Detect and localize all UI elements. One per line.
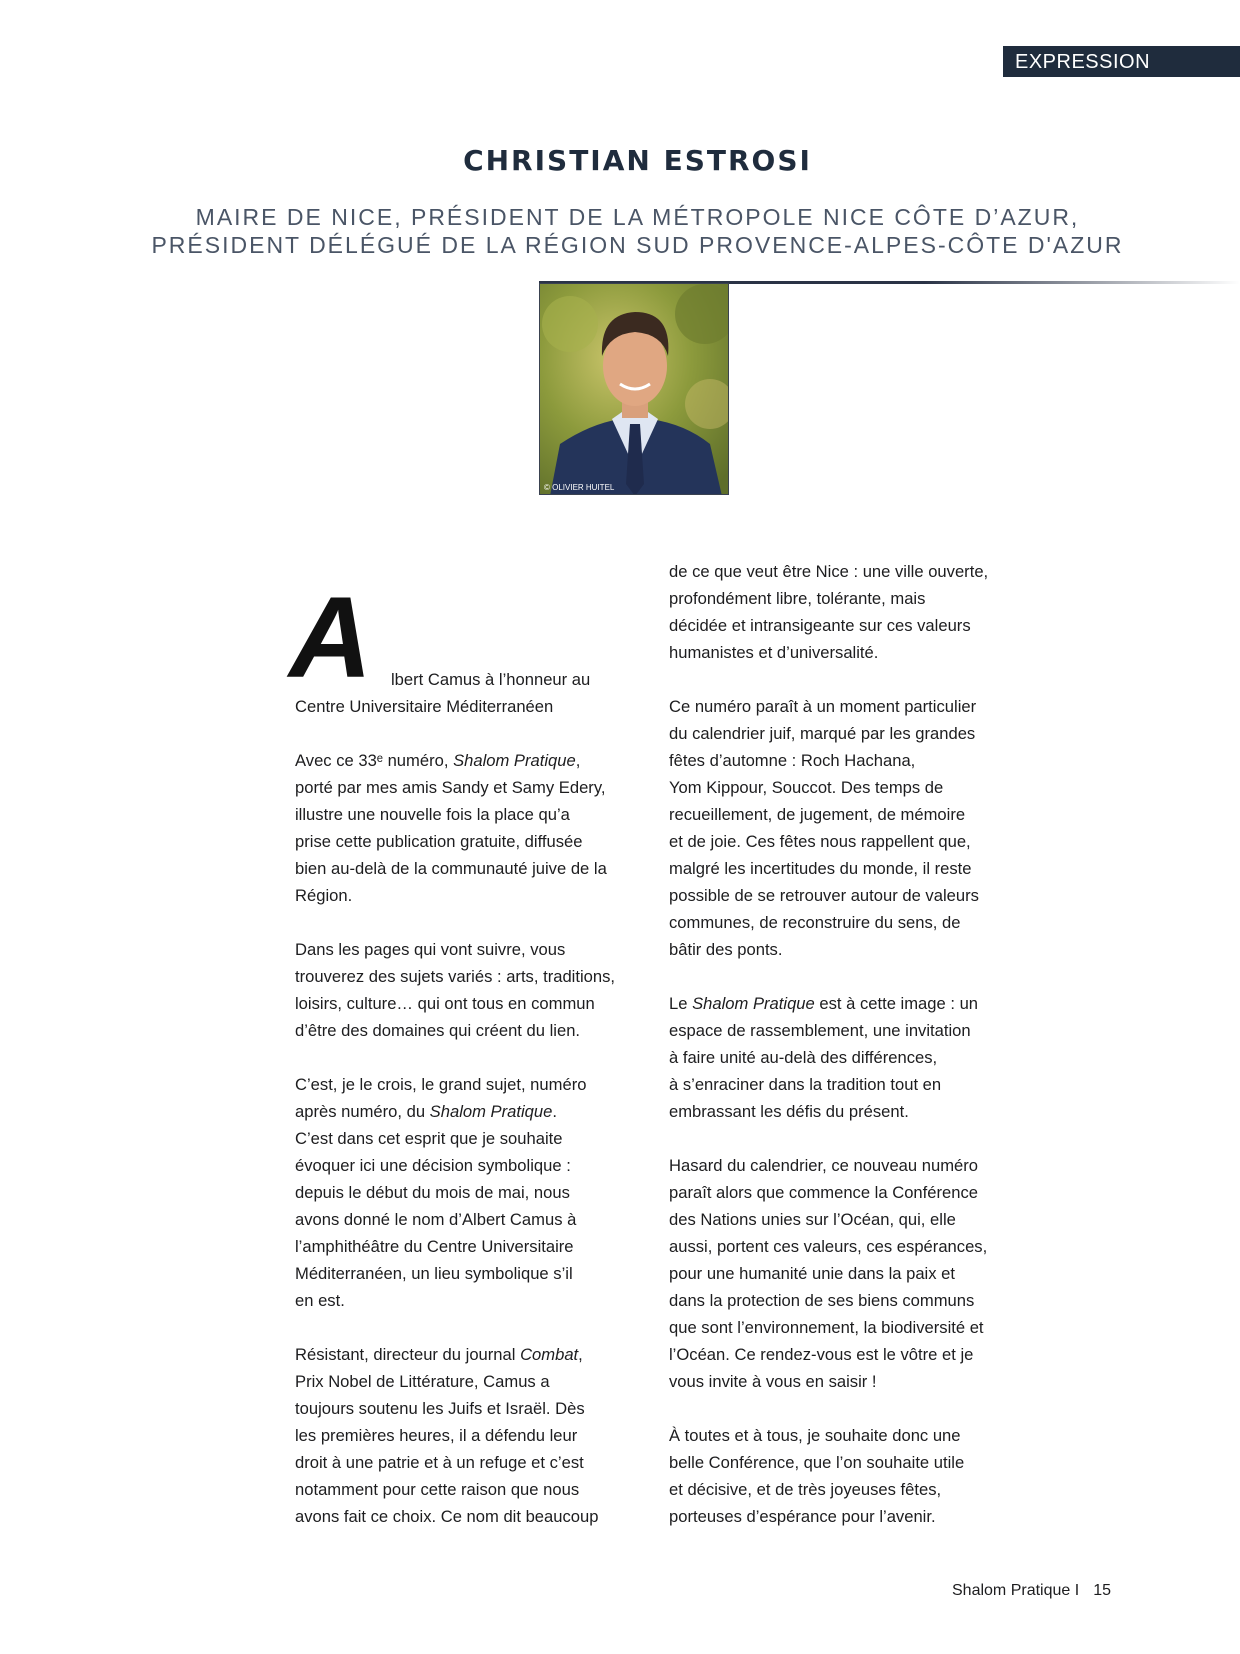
text-line: embrassant les défis du présent. <box>669 1102 909 1121</box>
text-line: Hasard du calendrier, ce nouveau numéro <box>669 1156 979 1175</box>
paragraph <box>669 990 1019 1125</box>
section-tag: EXPRESSION <box>1003 46 1240 77</box>
text-line: Yom Kippour, Souccot. Des temps de <box>669 778 944 797</box>
photo-credit: © OLIVIER HUITEL <box>544 483 615 492</box>
text-line: à faire unité au-delà des différences, <box>669 1048 938 1067</box>
text-line: avons donné le nom d’Albert Camus à <box>295 1210 577 1229</box>
author-portrait <box>539 283 729 495</box>
paragraph <box>295 1071 645 1314</box>
author-title <box>0 203 1240 259</box>
page-footer <box>952 1582 1111 1600</box>
text-line: et décisive, et de très joyeuses fêtes, <box>669 1480 942 1499</box>
paragraph <box>295 1341 645 1530</box>
text-line: humanistes et d’universalité. <box>669 643 879 662</box>
text-line: porté par mes amis Sandy et Samy Edery, <box>295 778 606 797</box>
author-name: CHRISTIAN ESTROSI <box>463 144 812 177</box>
author-title-line-1: MAIRE DE NICE, PRÉSIDENT DE LA MÉTROPOLE NICE CÔTE D’AZUR, <box>195 204 1080 230</box>
text-line: pour une humanité unie dans la paix et <box>669 1264 955 1283</box>
text-line: notamment pour cette raison que nous <box>295 1480 580 1499</box>
paragraph <box>669 1422 1019 1530</box>
text-line: vous invite à vous en saisir ! <box>669 1372 877 1391</box>
text-line: prise cette publication gratuite, diffusée <box>295 832 583 851</box>
text-line: toujours soutenu les Juifs et Israël. Dès <box>295 1399 585 1418</box>
text-line: Avec ce 33ᵉ numéro, Shalom Pratique, <box>295 751 581 770</box>
text-line: à s’enraciner dans la tradition tout en <box>669 1075 942 1094</box>
article-column-right <box>669 558 1019 1557</box>
author-title-line-2: PRÉSIDENT DÉLÉGUÉ DE LA RÉGION SUD PROVENCE-ALPES-CÔTE D'AZUR <box>151 232 1124 258</box>
text-line: évoquer ici une décision symbolique : <box>295 1156 571 1175</box>
text-line: C’est dans cet esprit que je souhaite <box>295 1129 563 1148</box>
text-line: aussi, portent ces valeurs, ces espérances, <box>669 1237 988 1256</box>
text-line: avons fait ce choix. Ce nom dit beaucoup <box>295 1507 599 1526</box>
text-line: bien au-delà de la communauté juive de la <box>295 859 607 878</box>
text-line: trouverez des sujets variés : arts, traditions, <box>295 967 616 986</box>
text-line: possible de se retrouver autour de valeurs <box>669 886 979 905</box>
text-line: profondément libre, tolérante, mais <box>669 589 926 608</box>
text-line: Région. <box>295 886 353 905</box>
text-line: communes, de reconstruire du sens, de <box>669 913 961 932</box>
paragraph <box>295 666 645 720</box>
paragraph <box>669 693 1019 963</box>
text-line: belle Conférence, que l’on souhaite utile <box>669 1453 965 1472</box>
text-line: depuis le début du mois de mai, nous <box>295 1183 570 1202</box>
text-line: Centre Universitaire Méditerranéen <box>295 697 554 716</box>
text-line: Ce numéro paraît à un moment particulier <box>669 697 977 716</box>
text-line: C’est, je le crois, le grand sujet, numéro <box>295 1075 587 1094</box>
text-line: et de joie. Ces fêtes nous rappellent que, <box>669 832 971 851</box>
text-line: À toutes et à tous, je souhaite donc une <box>669 1426 961 1445</box>
article-column-left <box>295 558 645 1557</box>
text-line: d’être des domaines qui créent du lien. <box>295 1021 581 1040</box>
text-line: porteuses d’espérance pour l’avenir. <box>669 1507 936 1526</box>
paragraph <box>295 747 645 909</box>
text-line: décidée et intransigeante sur ces valeurs <box>669 616 971 635</box>
portrait-illustration <box>540 284 729 495</box>
text-line: fêtes d’automne : Roch Hachana, <box>669 751 916 770</box>
text-line: que sont l’environnement, la biodiversité et <box>669 1318 984 1337</box>
text-line: des Nations unies sur l’Océan, qui, elle <box>669 1210 956 1229</box>
paragraph <box>669 558 1019 666</box>
paragraph <box>669 1152 1019 1395</box>
text-line: Méditerranéen, un lieu symbolique s’il <box>295 1264 573 1283</box>
text-line: illustre une nouvelle fois la place qu’a <box>295 805 570 824</box>
text-line: l’amphithéâtre du Centre Universitaire <box>295 1237 574 1256</box>
text-line: Dans les pages qui vont suivre, vous <box>295 940 566 959</box>
text-line: espace de rassemblement, une invitation <box>669 1021 971 1040</box>
text-line: les premières heures, il a défendu leur <box>295 1426 578 1445</box>
text-line: loisirs, culture… qui ont tous en commun <box>295 994 595 1013</box>
text-line: Prix Nobel de Littérature, Camus a <box>295 1372 550 1391</box>
text-line: droit à une patrie et à un refuge et c’est <box>295 1453 584 1472</box>
text-line: Le Shalom Pratique est à cette image : un <box>669 994 979 1013</box>
page-number: 15 <box>1093 1582 1111 1599</box>
text-line: Résistant, directeur du journal Combat, <box>295 1345 583 1364</box>
text-line: dans la protection de ses biens communs <box>669 1291 975 1310</box>
drop-cap: A <box>289 574 373 702</box>
text-line: recueillement, de jugement, de mémoire <box>669 805 966 824</box>
text-line: de ce que veut être Nice : une ville ouverte, <box>669 562 989 581</box>
text-line: après numéro, du Shalom Pratique. <box>295 1102 557 1121</box>
text-line: lbert Camus à l’honneur au <box>391 670 591 689</box>
text-line: bâtir des ponts. <box>669 940 783 959</box>
paragraph <box>295 936 645 1044</box>
publication-name: Shalom Pratique I <box>952 1582 1080 1599</box>
text-line: du calendrier juif, marqué par les grandes <box>669 724 976 743</box>
text-line: en est. <box>295 1291 345 1310</box>
text-line: paraît alors que commence la Conférence <box>669 1183 978 1202</box>
text-line: l’Océan. Ce rendez-vous est le vôtre et je <box>669 1345 974 1364</box>
text-line: malgré les incertitudes du monde, il reste <box>669 859 972 878</box>
